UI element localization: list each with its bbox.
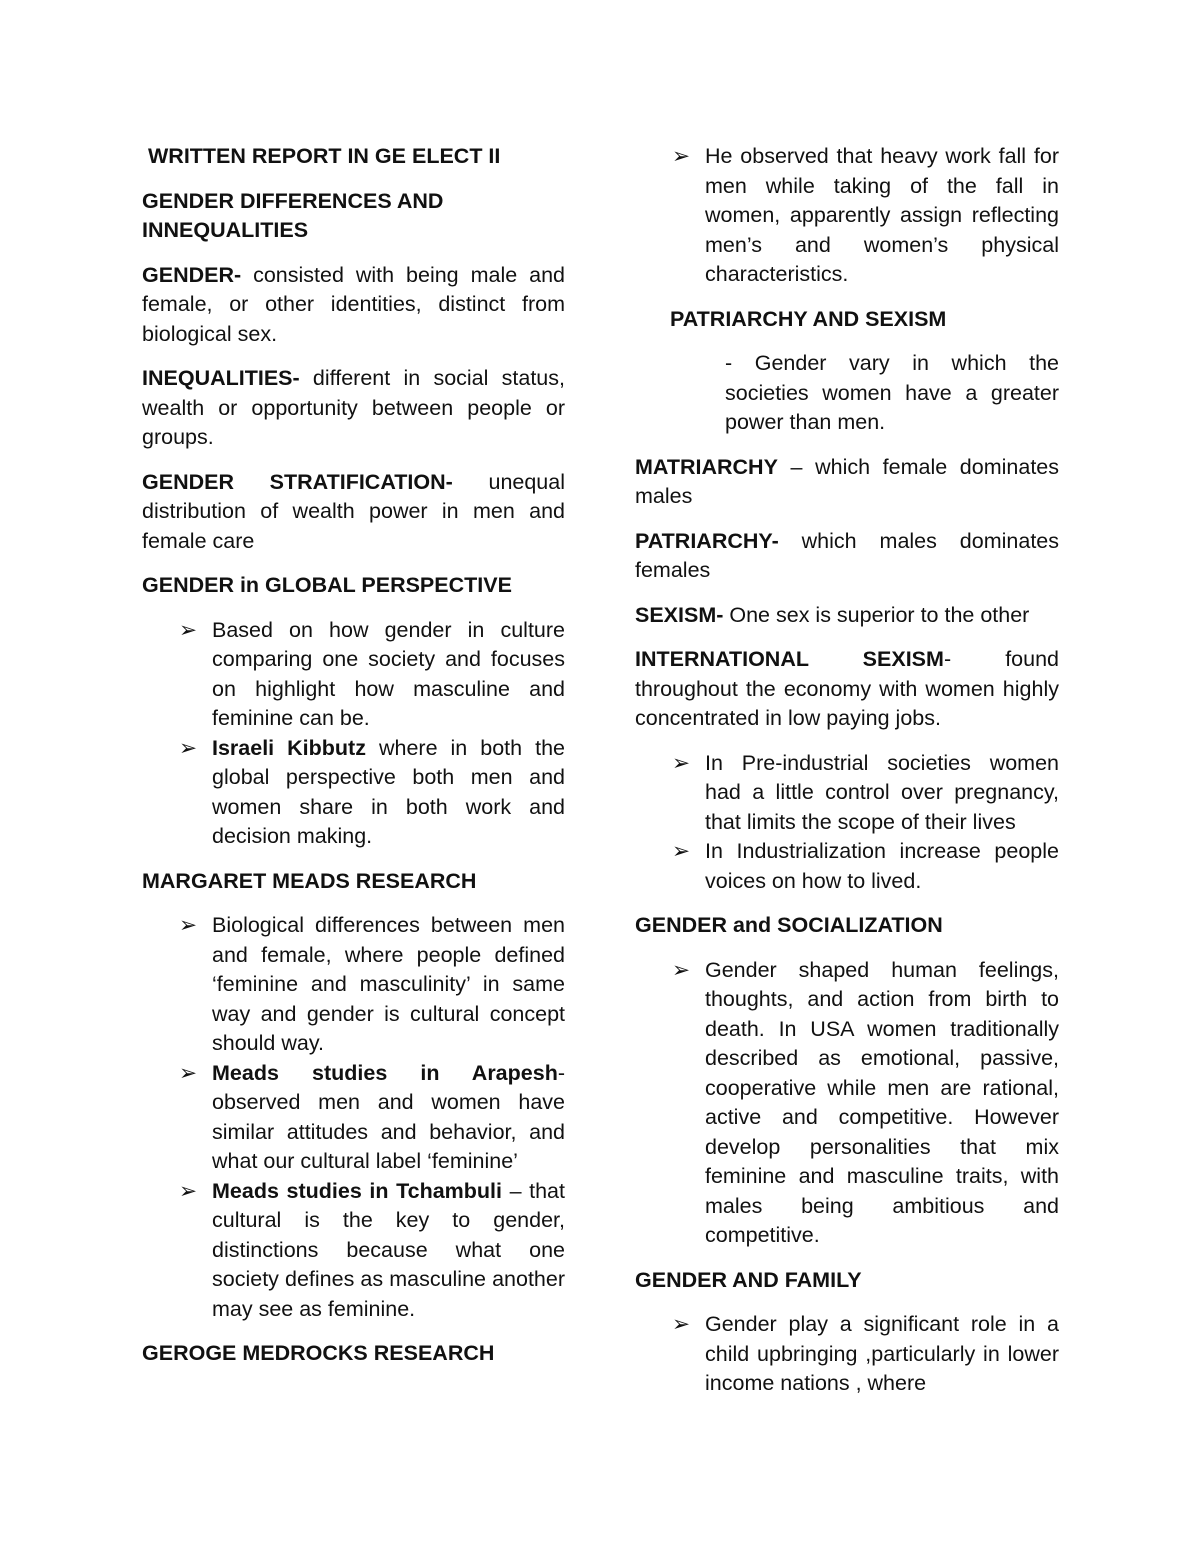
arrow-bullet-icon: ➢ (179, 735, 198, 760)
main-heading: GENDER DIFFERENCES AND INNEQUALITIES (142, 188, 444, 242)
arrow-bullet-icon: ➢ (179, 617, 198, 642)
international-sexism-definition: INTERNATIONAL SEXISM- found throughout the economy with women highly concentrated in low paying jobs. (635, 647, 1059, 730)
patriarchy-dash-item: - Gender vary in which the societies women have a greater power than men. (725, 351, 1059, 434)
medrocks-list (635, 142, 1059, 290)
arrow-bullet-icon: ➢ (179, 1060, 198, 1085)
family-heading: GENDER AND FAMILY (635, 1267, 862, 1292)
inequalities-term: INEQUALITIES- (142, 366, 300, 390)
matriarchy-term: MATRIARCHY (635, 454, 778, 479)
patriarchy-definition: PATRIARCHY- which males dominates females (635, 528, 1059, 582)
list-item: ➢ Biological differences between men and female, where people defined ‘feminine and masculinity’ in same way and gender is cultural concept should way. (179, 913, 565, 1055)
arrow-bullet-icon: ➢ (672, 144, 691, 168)
patriarchy-sexism-heading: PATRIARCHY AND SEXISM (670, 306, 947, 331)
global-perspective-heading: GENDER in GLOBAL PERSPECTIVE (142, 573, 512, 597)
family-list (635, 1310, 1059, 1399)
patriarchy-term: PATRIARCHY- (635, 528, 779, 553)
matriarchy-definition: MATRIARCHY – which female dominates males (635, 454, 1059, 508)
list-item: ➢ Israeli Kibbutz where in both the global perspective both men and women share in both work and decision making. (179, 735, 565, 848)
meads-list (142, 911, 565, 1324)
list-item: ➢ In Pre-industrial societies women had a little control over pregnancy, that limits the scope of their lives (672, 750, 1059, 834)
global-perspective-list (142, 616, 565, 852)
arrow-bullet-icon: ➢ (672, 750, 691, 775)
sexism-term: SEXISM- (635, 602, 724, 627)
list-item: ➢ Meads studies in Tchambuli – that cultural is the key to gender, distinctions because what one society defines as masculine another may see as feminine. (179, 1178, 565, 1321)
arrow-bullet-icon: ➢ (672, 839, 691, 863)
list-item: ➢ Gender play a significant role in a child upbringing ,particularly in lower income nations , where (672, 1312, 1059, 1395)
arrow-bullet-icon: ➢ (672, 957, 691, 982)
right-column (635, 142, 1059, 1414)
list-item: ➢ Meads studies in Arapesh- observed men and women have similar attitudes and behavior, and what our cultural label ‘feminine’ (179, 1060, 565, 1173)
list-item: ➢ Based on how gender in culture comparing one society and focuses on highlight how masculine and feminine can be. (179, 617, 565, 730)
international-sexism-list (635, 749, 1059, 897)
arrow-bullet-icon: ➢ (179, 1178, 198, 1203)
international-sexism-term: INTERNATIONAL SEXISM (635, 647, 944, 671)
medrocks-heading: GEROGE MEDROCKS RESEARCH (142, 1341, 495, 1365)
report-title: WRITTEN REPORT IN GE ELECT II (148, 144, 501, 168)
gender-def-text: consisted with being male and female, or other identities, distinct from biological sex. (142, 262, 565, 346)
sexism-definition: SEXISM- One sex is superior to the other (635, 602, 1030, 627)
left-column (142, 142, 565, 1384)
inequalities-def-text: different in social status, wealth or opportunity between people or groups. (142, 366, 565, 449)
stratification-definition (142, 468, 565, 557)
inequalities-definition (142, 364, 565, 453)
meads-heading: MARGARET MEADS RESEARCH (142, 868, 477, 893)
socialization-list (635, 956, 1059, 1251)
stratification-def-text: unequal distribution of wealth power in men and female care (142, 469, 566, 553)
gender-definition (142, 261, 565, 350)
stratification-term: GENDER STRATIFICATION- (142, 469, 453, 494)
list-item: ➢ Gender shaped human feelings, thoughts, and action from birth to death. In USA women traditionally described as emotional, passive, cooperative while men are rational, active and competitive. However develop personalities that mix feminine and masculine traits, with males being ambitious and competitive. (672, 957, 1059, 1247)
socialization-heading: GENDER and SOCIALIZATION (635, 913, 943, 937)
arrow-bullet-icon: ➢ (179, 913, 198, 937)
arrow-bullet-icon: ➢ (672, 1312, 691, 1336)
gender-term: GENDER- (142, 262, 242, 287)
list-item: ➢ He observed that heavy work fall for men while taking of the fall in women, apparently assign reflecting men’s and women’s physical characteristics. (672, 144, 1059, 286)
list-item: ➢ In Industrialization increase people voices on how to lived. (672, 839, 1059, 893)
